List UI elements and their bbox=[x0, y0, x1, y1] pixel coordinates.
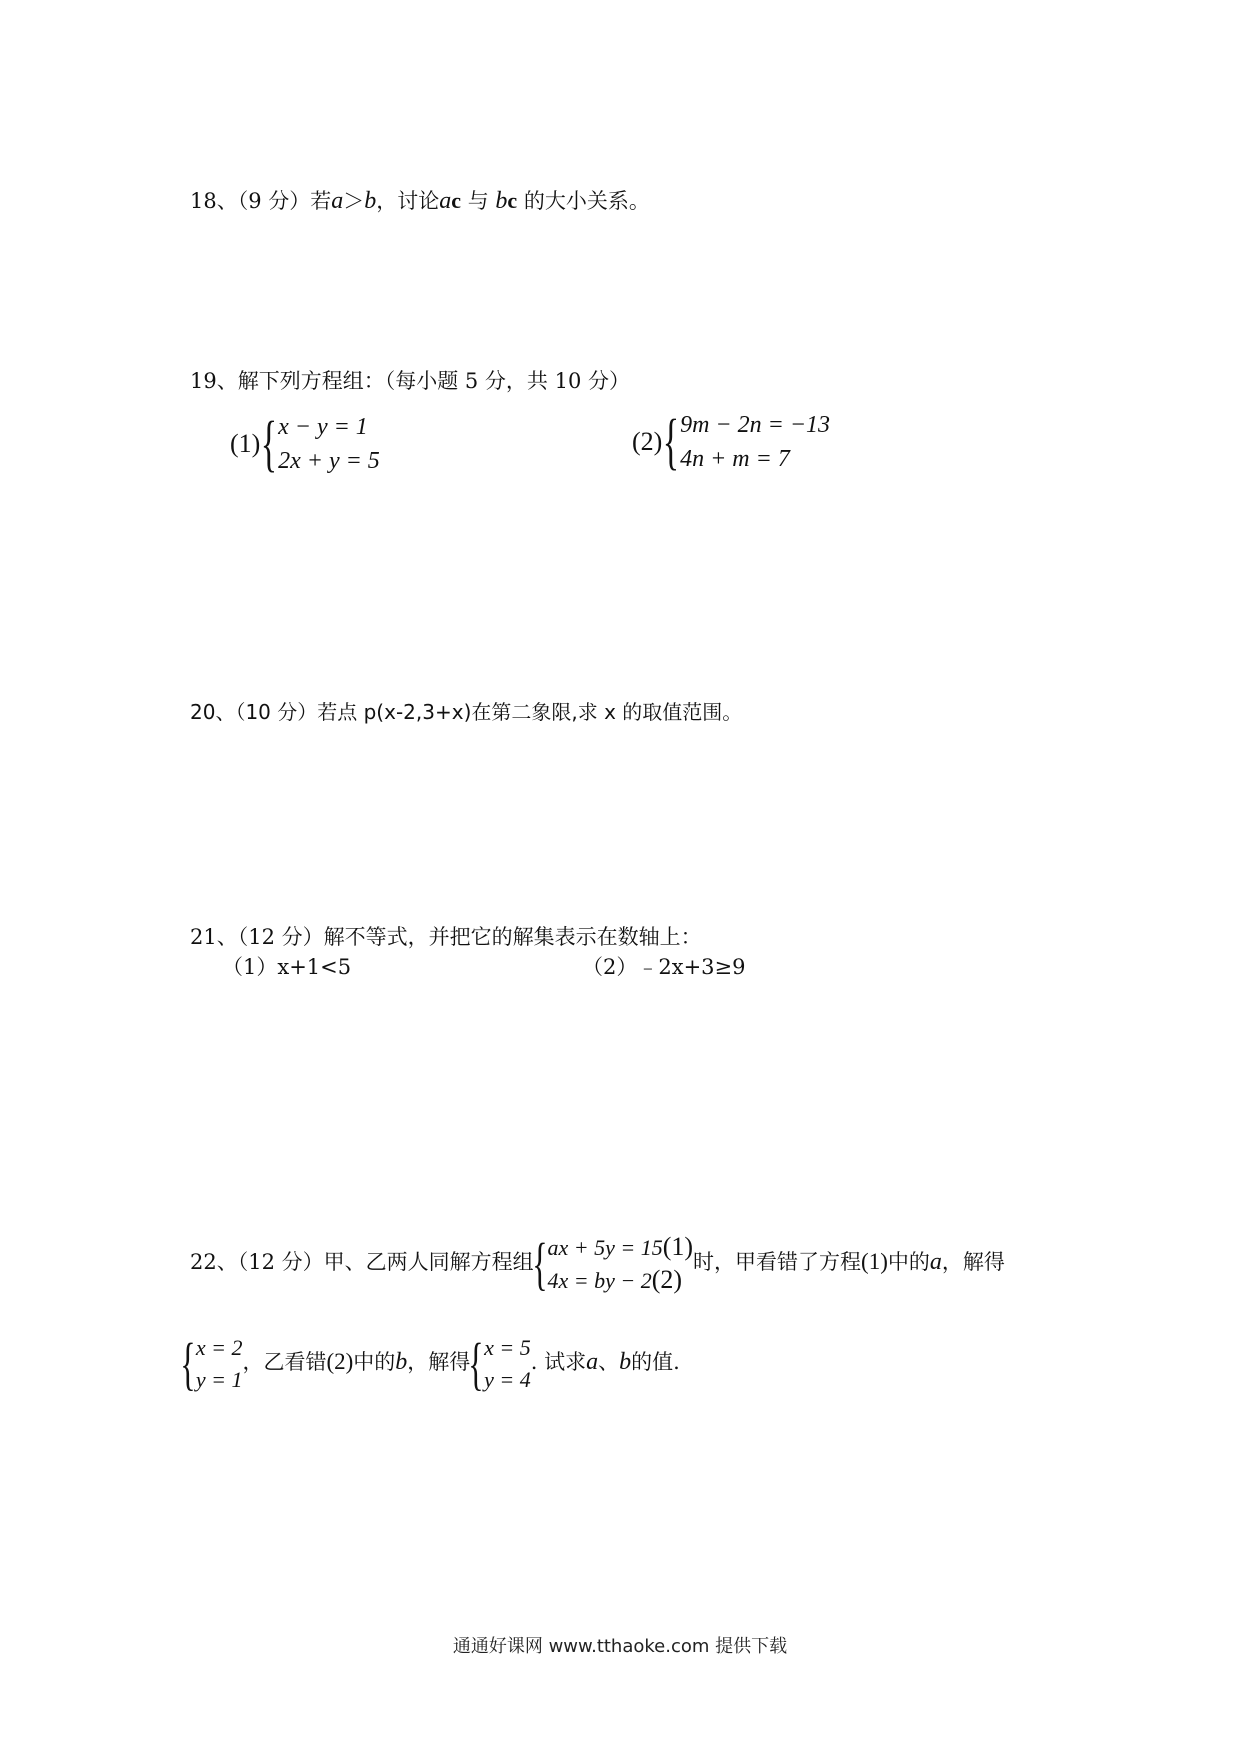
q22-text: . 试求 bbox=[530, 1350, 587, 1374]
equation-tag: (2) bbox=[651, 1264, 683, 1294]
q22-prefix: 22、（12 分）甲、乙两人同解方程组 bbox=[190, 1250, 534, 1274]
var-c: c bbox=[451, 188, 462, 213]
q22-text: 中的 bbox=[887, 1250, 930, 1274]
question-19: 19、解下列方程组：（每小题 5 分，共 10 分） bbox=[190, 369, 631, 393]
equation: 4n + m = 7 bbox=[680, 446, 790, 472]
q19-system-2 bbox=[632, 408, 830, 476]
gt-sign: ＞ bbox=[343, 189, 365, 213]
brace-icon: { bbox=[180, 1330, 196, 1396]
equation: 4x = by − 2 bbox=[547, 1267, 652, 1293]
var-b: b bbox=[395, 1349, 408, 1375]
question-21: 21、（12 分）解不等式，并把它的解集表示在数轴上： bbox=[190, 925, 702, 949]
subquestion-label: (1) bbox=[230, 429, 261, 458]
equation-tag: (1) bbox=[662, 1231, 694, 1261]
q18-prefix: 18、（9 分）若 bbox=[190, 189, 332, 213]
page-footer: 通通好课网 www.tthaoke.com 提供下载 bbox=[452, 1636, 788, 1657]
q18-mid: ，讨论 bbox=[376, 189, 440, 213]
solution-x: x = 5 bbox=[484, 1334, 531, 1360]
var-b: b bbox=[619, 1349, 632, 1375]
question-18 bbox=[190, 186, 650, 216]
equation: 2x + y = 5 bbox=[278, 448, 380, 474]
var-a: a bbox=[439, 188, 452, 214]
q18-suffix: 的大小关系。 bbox=[523, 189, 650, 213]
q19-system-1 bbox=[230, 410, 380, 478]
solution-y: y = 1 bbox=[195, 1366, 243, 1392]
equation: ax + 5y = 15 bbox=[547, 1234, 663, 1260]
question-22-line-2 bbox=[180, 1322, 680, 1402]
brace-icon: { bbox=[531, 1230, 548, 1296]
var-a: a bbox=[331, 188, 344, 214]
question-20: 20、（10 分）若点 p(x-2,3+x)在第二象限,求 x 的取值范围。 bbox=[190, 700, 743, 724]
question-22-line-1 bbox=[190, 1222, 1005, 1302]
brace-icon: { bbox=[468, 1330, 484, 1396]
q22-text: 的值. bbox=[631, 1350, 680, 1374]
brace-icon: { bbox=[663, 408, 680, 476]
q21-part-2: （2）﹣2x+3≥9 bbox=[582, 955, 746, 979]
solution-2 bbox=[470, 1332, 530, 1396]
equation-tag: (1) bbox=[861, 1249, 888, 1274]
var-b: b bbox=[495, 188, 508, 214]
q21-part-1: （1）x+1<5 bbox=[222, 955, 352, 979]
solution-y: y = 4 bbox=[484, 1366, 531, 1392]
q22-text: ，解得 bbox=[941, 1250, 1005, 1274]
solution-1 bbox=[182, 1332, 242, 1396]
equation: 9m − 2n = −13 bbox=[680, 412, 831, 438]
q18-with: 与 bbox=[467, 189, 489, 213]
q22-text: 、 bbox=[598, 1350, 620, 1374]
var-b: b bbox=[364, 188, 377, 214]
var-a: a bbox=[586, 1349, 599, 1375]
q22-text: 中的 bbox=[353, 1350, 396, 1374]
q22-text: 时，甲看错了方程 bbox=[693, 1250, 862, 1274]
brace-icon: { bbox=[261, 410, 278, 478]
equation: x − y = 1 bbox=[278, 414, 368, 440]
q22-text: ，乙看错 bbox=[242, 1350, 327, 1374]
subquestion-label: (2) bbox=[632, 427, 663, 456]
equation-tag: (2) bbox=[326, 1349, 354, 1374]
solution-x: x = 2 bbox=[195, 1334, 243, 1360]
q22-text: ，解得 bbox=[407, 1350, 471, 1374]
var-a: a bbox=[929, 1249, 942, 1275]
q22-system bbox=[531, 1230, 694, 1297]
var-c: c bbox=[507, 188, 518, 213]
